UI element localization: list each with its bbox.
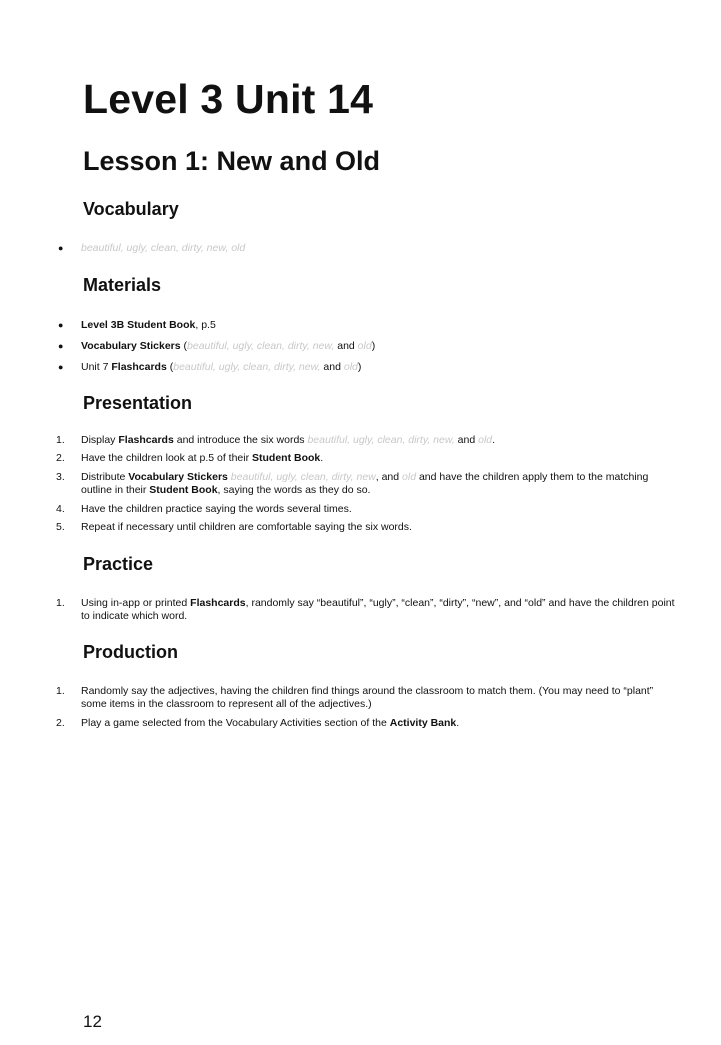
lesson-title: Lesson 1: New and Old xyxy=(83,146,381,176)
bullet-icon: ● xyxy=(58,341,64,351)
vocabulary-words: beautiful, ugly, clean, dirty, new, old xyxy=(81,242,246,254)
bullet-icon: ● xyxy=(58,320,64,330)
unit-title: Level 3 Unit 14 xyxy=(83,76,374,122)
materials-heading: Materials xyxy=(83,275,162,295)
presentation-heading: Presentation xyxy=(83,393,193,413)
material-name: Vocabulary Stickers xyxy=(81,340,181,352)
bullet-icon: ● xyxy=(58,243,64,253)
material-name: Flashcards xyxy=(111,361,167,373)
vocabulary-heading: Vocabulary xyxy=(83,199,179,219)
material-name: Level 3B Student Book xyxy=(81,319,196,331)
bullet-icon: ● xyxy=(58,362,64,372)
document-page: Level 3 Unit 14 Lesson 1: New and Old Vocabulary ● beautiful, ugly, clean, dirty, new, old Materials ● Level 3B Student Book, p.5 ● Vocabulary Stickers (beautiful, ugly, clean, dirty, new, and old) ● Unit 7 Flashcards (beautiful, ugly, clean, dirty, new, and old) Presentation 1. Display Flashcards and introduce the six words beautiful, ugly, clean, dirty, new, and old. 2. Have the children look at p.5 of their Student Book. 3. Distribute Vocabulary Stickers beautiful, ugly, clean, dirty, new, and old and have the children apply them to the matching outline in their Student Book, saying the words as they do so. 4. Have the children practice saying the words several times. 5. Repeat if necessary until children are comfortable saying the six words. Practice 1. Using in-app or printed Flashcards, randomly say “beautiful”, “ugly”, “clean”, “dirty”, “new”, and “old” and have the children point to indicate which word. Production 1. Randomly say the adjectives, having the children find things around the classroom to match them. (You may need to “plant” some items in the classroom to represent all of the adjectives.) 2. Play a game selected from the Vocabulary Activities section of the Activity Bank. 12 xyxy=(0,0,721,1045)
page-number: 12 xyxy=(83,1012,102,1031)
practice-heading: Practice xyxy=(83,554,154,574)
production-heading: Production xyxy=(83,642,178,662)
